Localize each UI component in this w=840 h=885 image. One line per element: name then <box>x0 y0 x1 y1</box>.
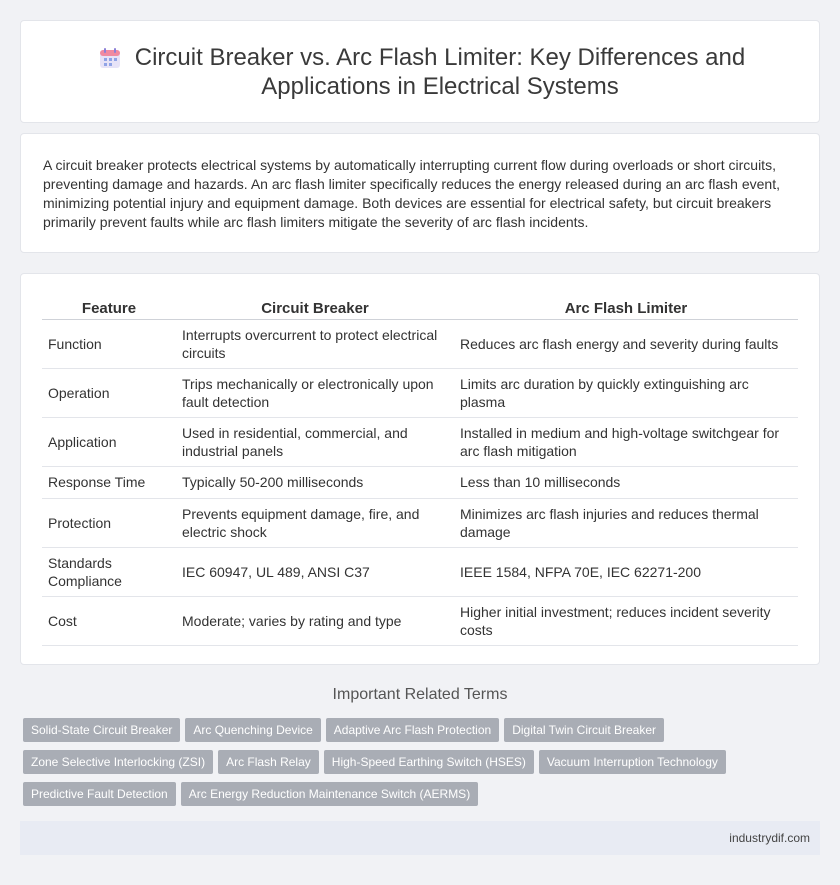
row-circuit-breaker: Prevents equipment damage, fire, and electric shock <box>176 498 454 547</box>
row-circuit-breaker: Trips mechanically or electronically upon fault detection <box>176 368 454 417</box>
row-circuit-breaker: IEC 60947, UL 489, ANSI C37 <box>176 547 454 596</box>
row-arc-flash-limiter: Limits arc duration by quickly extinguishing arc plasma <box>454 368 798 417</box>
footer <box>20 821 820 855</box>
table-row <box>42 319 798 368</box>
table-header-row <box>42 296 798 319</box>
row-arc-flash-limiter: IEEE 1584, NFPA 70E, IEC 62271-200 <box>454 547 798 596</box>
related-term-tag[interactable]: Arc Energy Reduction Maintenance Switch (AERMS) <box>181 782 478 806</box>
table-row <box>42 596 798 645</box>
row-feature: Function <box>42 319 176 368</box>
related-terms-title: Important Related Terms <box>332 686 508 703</box>
title-card <box>20 20 820 123</box>
related-term-tag[interactable]: Vacuum Interruption Technology <box>539 750 726 774</box>
row-circuit-breaker: Interrupts overcurrent to protect electrical circuits <box>176 319 454 368</box>
related-term-tag[interactable]: Solid-State Circuit Breaker <box>23 718 180 742</box>
footer-site[interactable]: industrydif.com <box>729 831 810 845</box>
related-term-tag[interactable]: Digital Twin Circuit Breaker <box>504 718 664 742</box>
table-row <box>42 498 798 547</box>
related-term-tag[interactable]: Arc Quenching Device <box>185 718 320 742</box>
intro-card <box>20 133 820 253</box>
row-feature: Operation <box>42 368 176 417</box>
comparison-card <box>20 273 820 665</box>
row-arc-flash-limiter: Reduces arc flash energy and severity during faults <box>454 319 798 368</box>
row-circuit-breaker: Used in residential, commercial, and industrial panels <box>176 417 454 466</box>
header-arc-flash-limiter: Arc Flash Limiter <box>454 296 798 319</box>
related-term-tag[interactable]: Adaptive Arc Flash Protection <box>326 718 499 742</box>
row-feature: Protection <box>42 498 176 547</box>
related-term-tag[interactable]: High-Speed Earthing Switch (HSES) <box>324 750 534 774</box>
row-feature: Response Time <box>42 466 176 498</box>
page-title: Circuit Breaker vs. Arc Flash Limiter: Key Differences and Applications in Electrical Systems <box>134 44 746 100</box>
row-arc-flash-limiter: Installed in medium and high-voltage switchgear for arc flash mitigation <box>454 417 798 466</box>
row-arc-flash-limiter: Higher initial investment; reduces incident severity costs <box>454 596 798 645</box>
table-row <box>42 466 798 498</box>
row-feature: Standards Compliance <box>42 547 176 596</box>
related-term-tag[interactable]: Zone Selective Interlocking (ZSI) <box>23 750 213 774</box>
row-arc-flash-limiter: Minimizes arc flash injuries and reduces thermal damage <box>454 498 798 547</box>
related-term-tag[interactable]: Arc Flash Relay <box>218 750 319 774</box>
row-feature: Cost <box>42 596 176 645</box>
intro-paragraph: A circuit breaker protects electrical systems by automatically interrupting current flow during overloads or short circuits, preventing damage and hazards. An arc flash limiter specifically reduces the energy released during an arc flash event, minimizing potential injury and equipment damage. Both devices are essential for electrical safety, but circuit breakers primarily prevent faults while arc flash limiters mitigate the severity of arc flash incidents. <box>43 157 780 230</box>
header-feature: Feature <box>42 296 176 319</box>
comparison-table <box>42 296 798 646</box>
row-arc-flash-limiter: Less than 10 milliseconds <box>454 466 798 498</box>
table-row <box>42 417 798 466</box>
row-circuit-breaker: Moderate; varies by rating and type <box>176 596 454 645</box>
header-circuit-breaker: Circuit Breaker <box>176 296 454 319</box>
table-row <box>42 547 798 596</box>
related-term-tag[interactable]: Predictive Fault Detection <box>23 782 176 806</box>
row-circuit-breaker: Typically 50-200 milliseconds <box>176 466 454 498</box>
row-feature: Application <box>42 417 176 466</box>
table-row <box>42 368 798 417</box>
